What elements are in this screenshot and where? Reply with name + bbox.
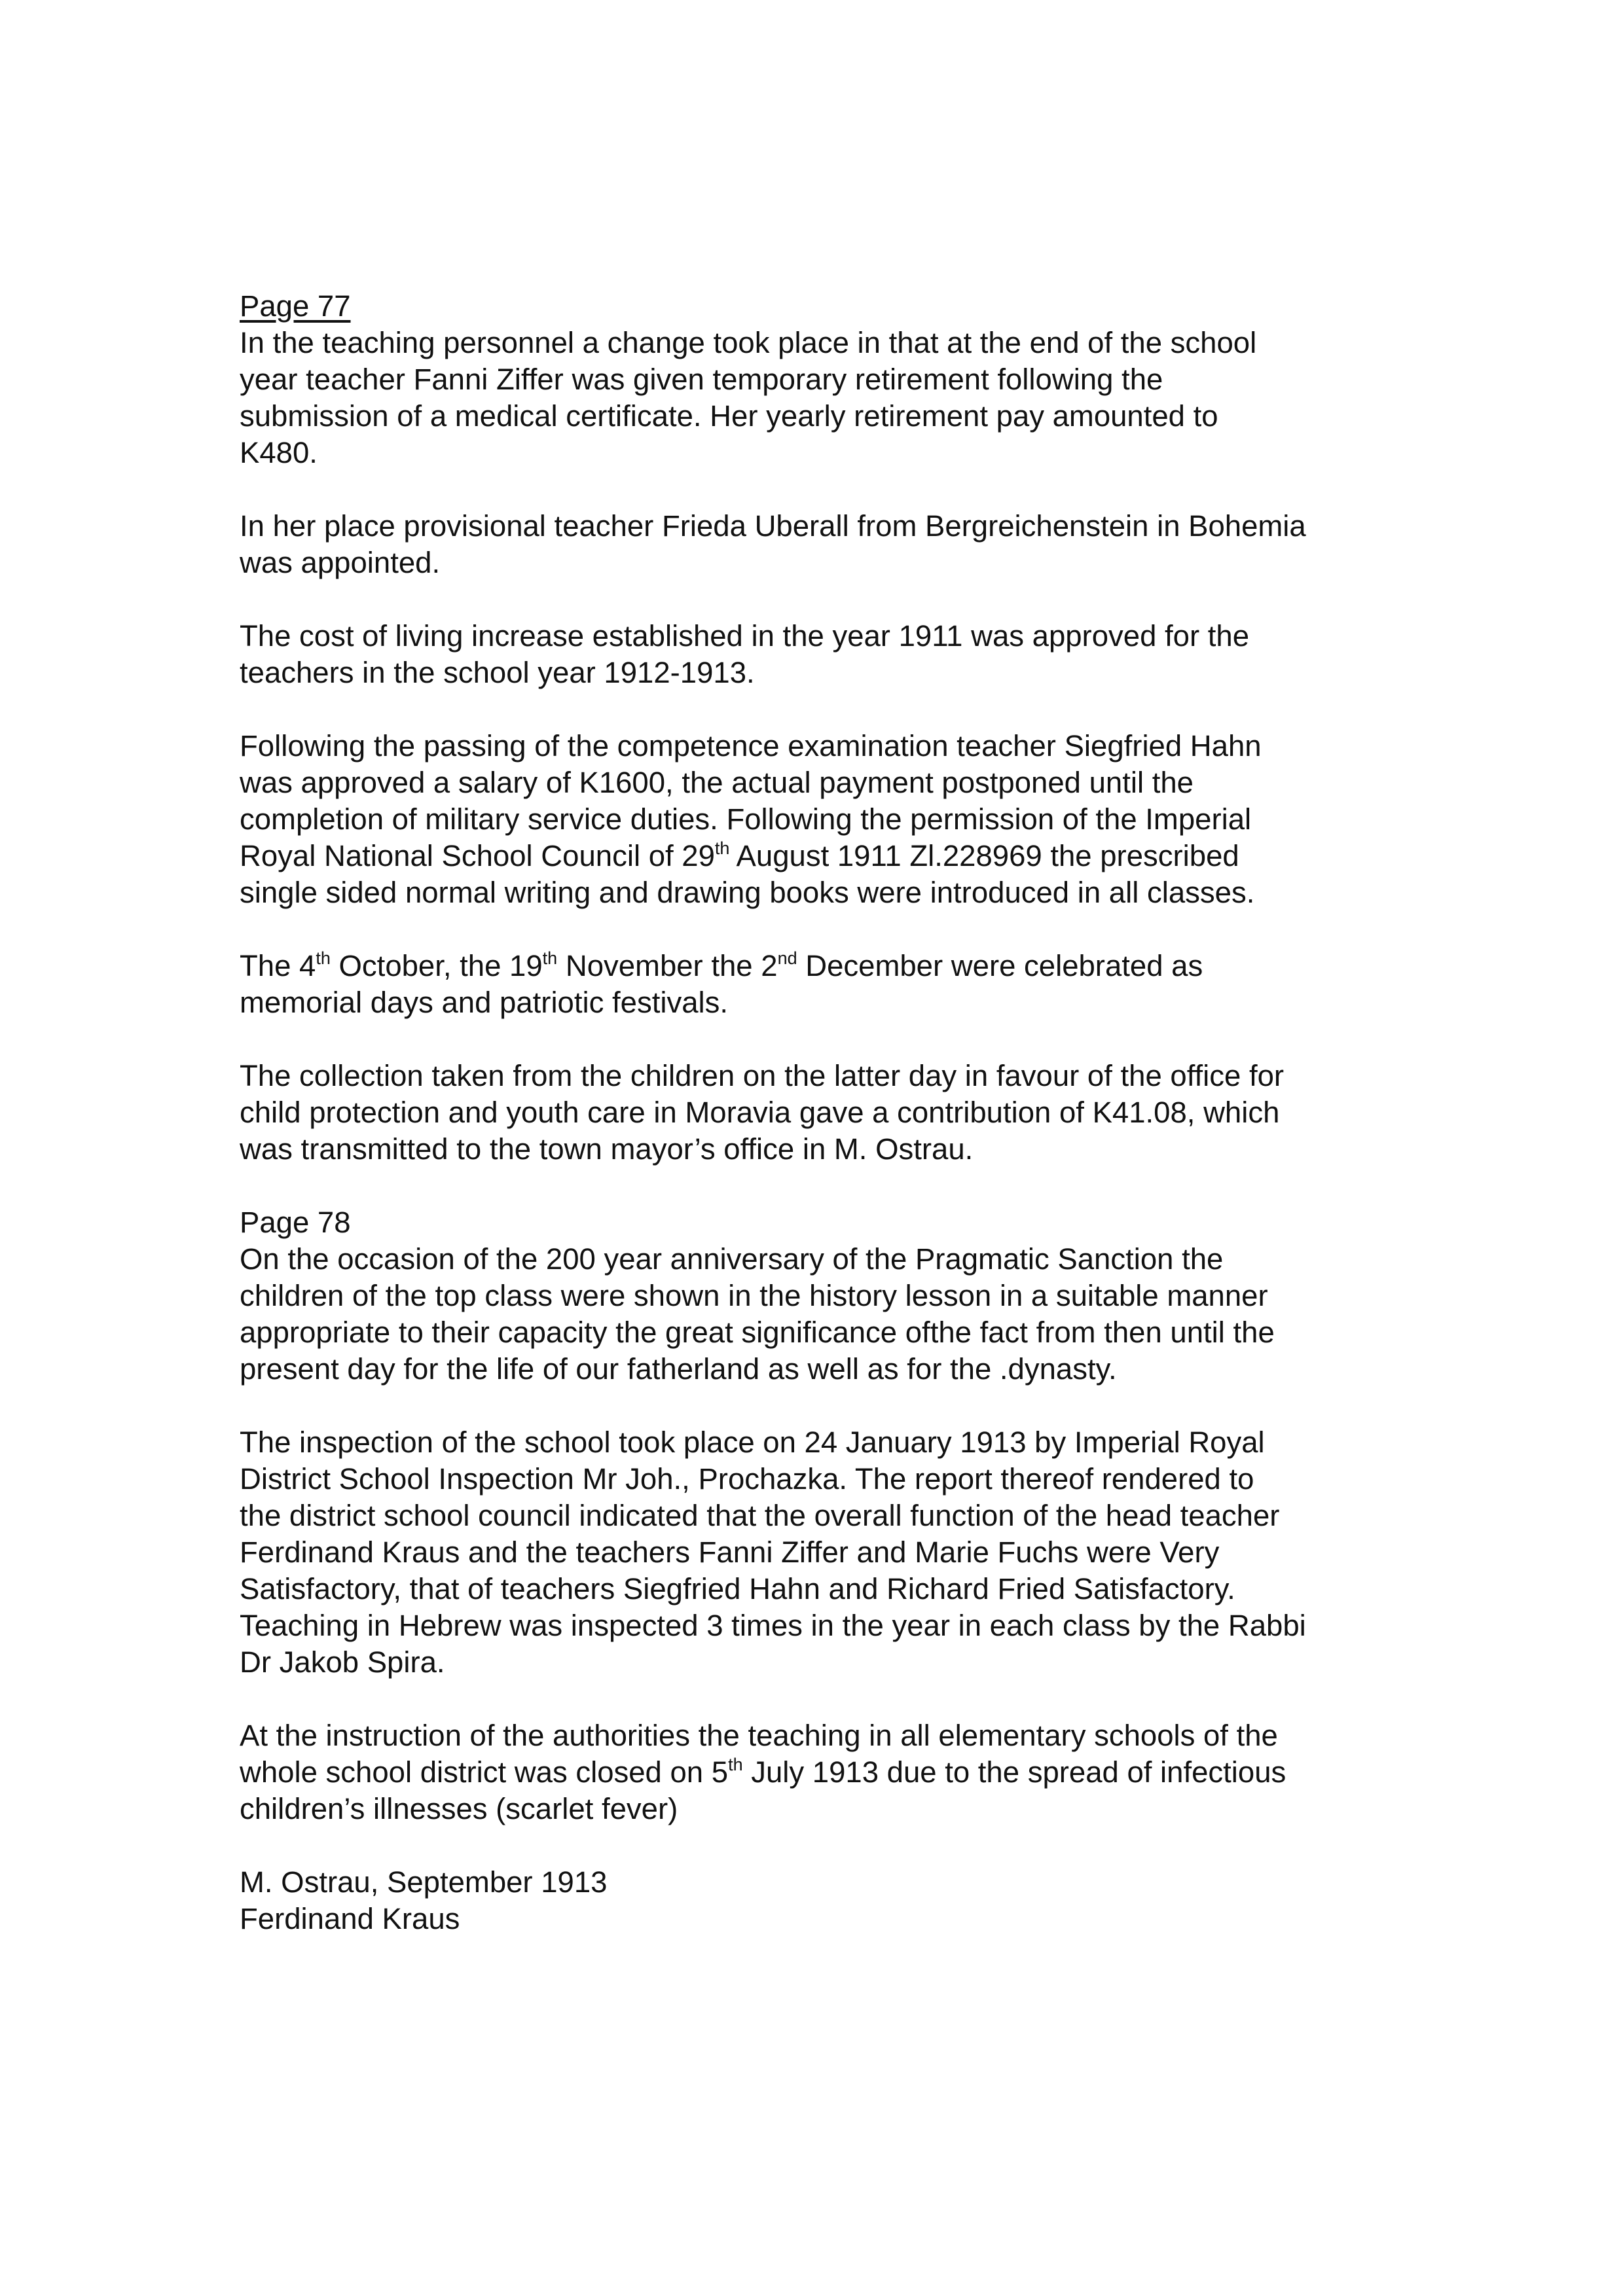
ordinal-suffix: th — [542, 948, 558, 968]
paragraph-cost-of-living: The cost of living increase established in the year 1911 was approved for the teachers in the school year 1912-1913. — [240, 619, 1250, 689]
memorial-text-a: The 4 — [240, 949, 316, 982]
memorial-text-d: December were celebrated as memorial days and patriotic festivals. — [240, 949, 1203, 1019]
document-page — [240, 288, 1418, 1937]
paragraph-inspection: The inspection of the school took place on 24 January 1913 by Imperial Royal District School Inspection Mr Joh., Prochazka. The report thereof rendered to the district school council indicated that the overall function of the head teacher Ferdinand Kraus and the teachers Fanni Ziffer and Marie Fuchs were Very Satisfactory, that of teachers Siegfried Hahn and Richard Fried Satisfactory. Teaching in Hebrew was inspected 3 times in the year in each class by the Rabbi Dr Jakob Spira. — [240, 1426, 1306, 1679]
ordinal-suffix: th — [728, 1755, 743, 1774]
paragraph-retirement: In the teaching personnel a change took place in that at the end of the school year teacher Fanni Ziffer was given temporary retirement following the submission of a medical certificate. Her yearly retirement pay amounted to K480. — [240, 326, 1257, 469]
paragraph-pragmatic-sanction: On the occasion of the 200 year anniversary of the Pragmatic Sanction the children of the top class were shown in the history lesson in a suitable manner appropriate to their capacity the great significance ofthe fact from then until the present day for the life of our fatherland as well as for the .dynasty. — [240, 1242, 1275, 1386]
closure-text-b: July 1913 due to the spread of infectious children’s illnesses (scarlet fever) — [240, 1755, 1286, 1825]
ordinal-suffix: nd — [777, 948, 797, 968]
page-78-heading: Page 78 — [240, 1206, 351, 1239]
ordinal-suffix: th — [316, 948, 331, 968]
signature-name: Ferdinand Kraus — [240, 1902, 460, 1935]
closure-text-a: At the instruction of the authorities the teaching in all elementary schools of the whole school district was closed on 5 — [240, 1719, 1278, 1789]
ordinal-suffix: th — [714, 838, 730, 858]
paragraph-salary-text-a: Following the passing of the competence examination teacher Siegfried Hahn was approved a salary of K1600, the actual payment postponed until the completion of military service duties. Following the permission of the Imperial Royal National School Council of 29 — [240, 729, 1262, 872]
paragraph-memorial-days — [240, 948, 1418, 1021]
memorial-text-b: October, the 19 — [330, 949, 543, 982]
paragraph-salary-text-b: August 1911 Zl.228969 the prescribed single sided normal writing and drawing books were introduced in all classes. — [240, 839, 1255, 909]
memorial-text-c: November the 2 — [557, 949, 778, 982]
page-77-heading: Page 77 — [240, 289, 351, 323]
signature-place-date: M. Ostrau, September 1913 — [240, 1865, 608, 1899]
paragraph-school-closure — [240, 1717, 1418, 1827]
paragraph-salary-and-books — [240, 728, 1418, 911]
paragraph-appointment: In her place provisional teacher Frieda Uberall from Bergreichenstein in Bohemia was appointed. — [240, 509, 1306, 579]
paragraph-collection: The collection taken from the children on the latter day in favour of the office for child protection and youth care in Moravia gave a contribution of K41.08, which was transmitted to the town mayor’s office in M. Ostrau. — [240, 1059, 1285, 1166]
